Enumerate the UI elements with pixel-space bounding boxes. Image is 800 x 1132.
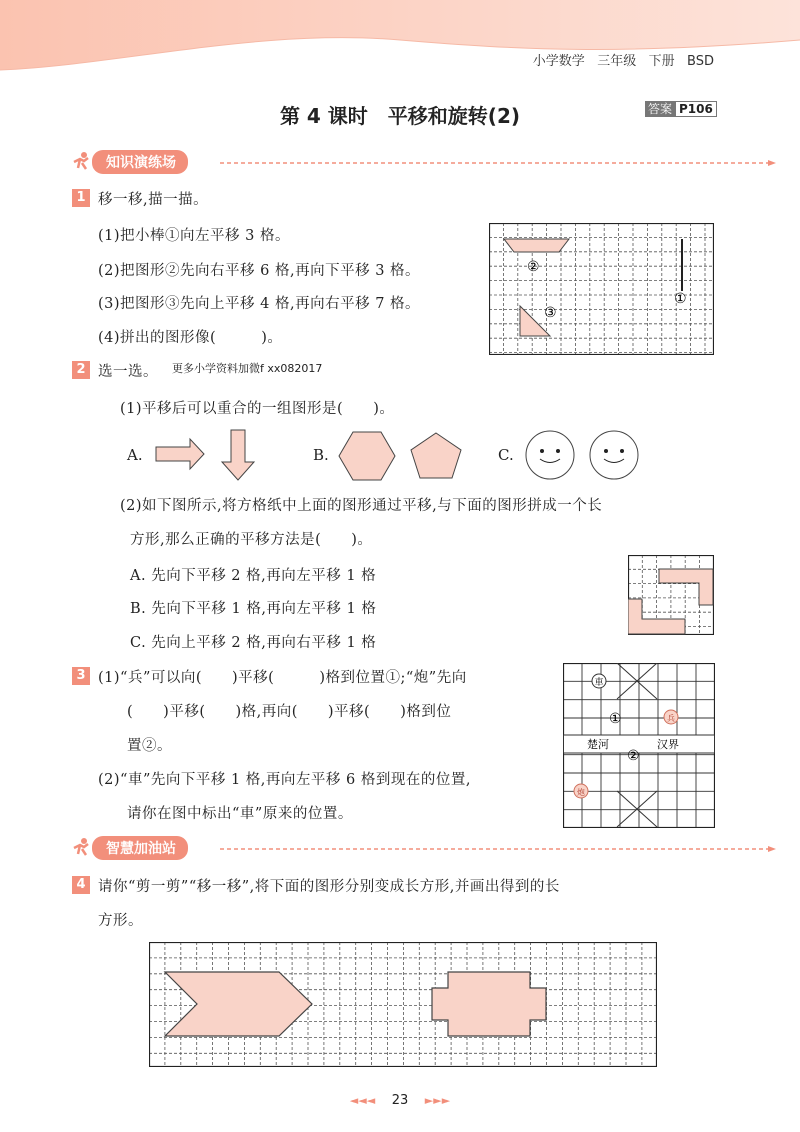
q3-line: (2)“車”先向下平移 1 格,再向左平移 6 格到现在的位置, — [98, 772, 471, 788]
page-title: 第 4 课时 平移和旋转(2) — [279, 104, 521, 128]
chevron-shape — [165, 972, 312, 1036]
smiley-icon — [526, 431, 574, 479]
cross-shape — [432, 972, 546, 1036]
section-header-challenge — [70, 836, 720, 858]
pentagon-shape — [411, 433, 461, 478]
section-title: 智慧加油站 — [92, 836, 188, 860]
marker-1: ① — [674, 291, 687, 307]
position-1-mark: ① — [609, 711, 622, 727]
upper-l-shape — [659, 569, 713, 605]
shape-trapezoid — [504, 239, 569, 252]
question-number: 2 — [72, 361, 90, 379]
q1-stem: 移一移,描一描。 — [98, 192, 209, 208]
question-number: 4 — [72, 876, 90, 894]
marker-3: ③ — [544, 305, 557, 321]
q2-part1: (1)平移后可以重合的一组图形是( )。 — [120, 401, 395, 417]
piece-bing — [664, 710, 678, 724]
river-right: 汉界 — [657, 738, 679, 751]
q4-line: 方形。 — [98, 913, 143, 929]
q1-grid — [489, 223, 714, 355]
smiley-icon — [590, 431, 638, 479]
dashed-divider — [220, 846, 780, 852]
runner-icon — [70, 150, 92, 172]
q4-grid — [149, 942, 657, 1067]
chess-board — [563, 663, 715, 828]
q2-choice: A. 先向下平移 2 格,再向左平移 1 格 — [130, 568, 377, 584]
q2-grid — [628, 555, 714, 635]
option-b-label: B. — [313, 446, 329, 464]
header-info — [533, 50, 714, 69]
marker-2: ② — [527, 259, 540, 275]
header-grade: 三年级 — [597, 54, 637, 69]
hexagon-shape — [339, 432, 395, 480]
q3-line: 请你在图中标出“車”原来的位置。 — [127, 806, 353, 822]
question-number: 3 — [72, 667, 90, 685]
piece-che — [592, 674, 606, 688]
q1-item: (2)把图形②先向右平移 6 格,再向下平移 3 格。 — [98, 263, 421, 279]
header-edition: BSD — [687, 54, 714, 69]
q2-part2-line1: (2)如下图所示,将方格纸中上面的图形通过平移,与下面的图形拼成一个长 — [120, 498, 603, 514]
q1-item: (4)拼出的图形像( )。 — [98, 330, 283, 346]
q3-line: 置②。 — [127, 738, 172, 754]
q4-line: 请你“剪一剪”“移一移”,将下面的图形分别变成长方形,并画出得到的长 — [98, 879, 560, 895]
q2-choice: C. 先向上平移 2 格,再向右平移 1 格 — [130, 635, 377, 651]
option-c-shapes — [522, 428, 642, 483]
q2-note: 更多小学资料加微f xx082017 — [172, 362, 323, 375]
q1-item: (1)把小棒①向左平移 3 格。 — [98, 228, 290, 244]
header-subject: 小学数学 — [532, 54, 585, 69]
option-a-label: A. — [127, 446, 143, 464]
answer-label: 答案 — [645, 101, 675, 117]
option-c-label: C. — [498, 446, 514, 464]
option-a-shapes — [150, 428, 265, 483]
svg-text:車: 車 — [594, 678, 604, 688]
position-2-mark: ② — [627, 748, 640, 764]
section-title: 知识演练场 — [92, 150, 188, 174]
arrow-right-shape — [156, 439, 204, 469]
page-number: 23 — [391, 1093, 409, 1108]
section-header-practice — [70, 150, 720, 172]
q1-item: (3)把图形③先向上平移 4 格,再向右平移 7 格。 — [98, 296, 421, 312]
q3-line: (1)“兵”可以向( )平移( )格到位置①;“炮”先向 — [98, 670, 467, 686]
answer-page: P106 — [675, 101, 717, 117]
river-left: 楚河 — [587, 738, 609, 751]
prev-arrows: ◄◄◄ — [349, 1094, 376, 1107]
runner-icon — [70, 836, 92, 858]
question-number: 1 — [72, 189, 90, 207]
dashed-divider — [220, 160, 780, 166]
q2-stem: 选一选。 — [98, 364, 158, 380]
arrow-down-shape — [222, 430, 254, 480]
piece-pao — [574, 784, 588, 798]
q3-line: ( )平移( )格,再向( )平移( )格到位 — [127, 704, 452, 720]
option-b-shapes — [336, 428, 466, 484]
next-arrows: ►►► — [424, 1094, 451, 1107]
q2-choice: B. 先向下平移 1 格,再向左平移 1 格 — [130, 601, 377, 617]
svg-text:炮: 炮 — [577, 788, 585, 797]
svg-text:兵: 兵 — [667, 714, 675, 723]
q2-part2-line2: 方形,那么正确的平移方法是( )。 — [130, 532, 373, 548]
header-term: 下册 — [648, 54, 675, 69]
answer-ref — [645, 100, 717, 117]
page-footer — [0, 1093, 800, 1108]
